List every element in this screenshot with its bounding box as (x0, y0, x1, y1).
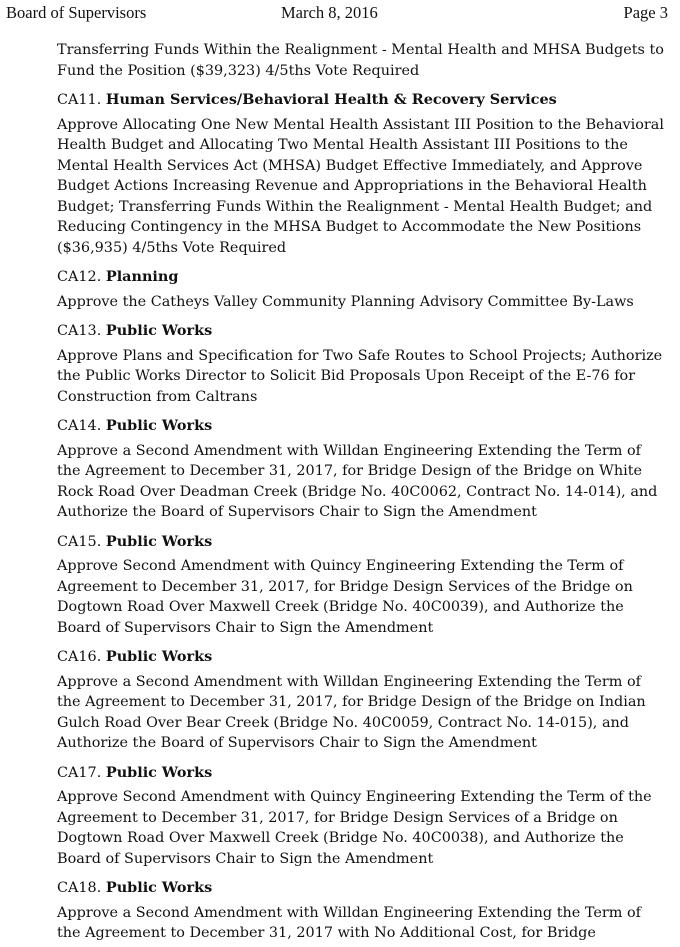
item-code: CA11. (57, 92, 102, 108)
item-heading (57, 532, 669, 553)
item-description: Approve a Second Amendment with Willdan Engineering Extending the Term of the Agreement to December 31, 2017, for Bridge Design of the Bridge on White Rock Road Over Deadman Creek (Bridge No. 40C0062, Contract No. 14-014), and Authorize the Board of Supervisors Chair to Sign the Amendment (57, 442, 658, 520)
item-department: Planning (105, 268, 179, 285)
item-heading (57, 763, 669, 784)
agenda-item-ca14 (57, 416, 669, 523)
header-date: March 8, 2016 (281, 3, 378, 22)
header-board-title: Board of Supervisors (6, 3, 147, 22)
item-description: Approve a Second Amendment with Willdan Engineering Extending the Term of the Agreement to December 31, 2017 with No Additional Cost, for Bridge (57, 904, 641, 941)
item-code: CA13. (57, 323, 102, 339)
item-heading (57, 321, 669, 342)
item-code: CA15. (57, 533, 102, 550)
agenda-item-ca12 (57, 267, 669, 312)
item-department: Public Works (105, 417, 213, 434)
item-description: Approve a Second Amendment with Willdan Engineering Extending the Term of the Agreement to December 31, 2017, for Bridge Design of the Bridge on Indian Gulch Road Over Bear Creek (Bridge No. 40C0059, Contract No. 14-015), and Authorize the Board of Supervisors Chair to Sign the Amendment (57, 673, 646, 751)
item-description: Approve Second Amendment with Quincy Engineering Extending the Term of Agreement to December 31, 2017, for Bridge Design Services of the Bridge on Dogtown Road Over Maxwell Creek (Bridge No. 40C0039), and Authorize the Board of Supervisors Chair to Sign the Amendment (57, 558, 633, 636)
page-header (6, 3, 668, 25)
header-page-number: Page 3 (623, 3, 668, 22)
agenda-item-ca13 (57, 321, 669, 407)
item-heading (57, 416, 669, 437)
item-department: Public Works (105, 763, 213, 781)
item-code: CA16. (57, 649, 102, 665)
agenda-item-ca17 (57, 763, 669, 870)
continuation-text: Transferring Funds Within the Realignment - Mental Health and MHSA Budgets to Fund the Position ($39,323) 4/5ths Vote Required (57, 42, 664, 79)
item-department: Public Works (105, 648, 213, 665)
item-heading (57, 90, 669, 111)
item-code: CA12. (57, 269, 102, 285)
item-department: Public Works (105, 879, 213, 896)
item-description: Approve Allocating One New Mental Health Assistant III Position to the Behavioral Health Budget and Allocating Two Mental Health Assistant III Positions to the Mental Health Services Act (MHSA) Budget Effective Immediately, and Approve Budget Actions Increasing Revenue and Appropriations in the Behavioral Health Budget; Transferring Funds Within the Realignment - Mental Health Budget; and Reducing Contingency in the MHSA Budget to Accommodate the New Positions ($36,935) 4/5ths Vote Required (57, 116, 664, 256)
item-department: Public Works (105, 322, 213, 339)
item-description: Approve Plans and Specification for Two Safe Routes to School Projects; Authorize the Public Works Director to Solicit Bid Proposals Upon Receipt of the E-76 for Construction from Caltrans (57, 347, 663, 405)
agenda-item-ca16 (57, 647, 669, 754)
item-code: CA18. (57, 880, 102, 896)
agenda-item-ca11 (57, 90, 669, 258)
item-heading (57, 267, 669, 288)
item-department: Public Works (105, 532, 213, 550)
item-department: Human Services/Behavioral Health & Recovery Services (105, 91, 557, 108)
item-description: Approve the Catheys Valley Community Planning Advisory Committee By-Laws (57, 293, 634, 310)
item-heading (57, 878, 669, 899)
agenda-content (57, 40, 669, 944)
item-code: CA17. (57, 764, 102, 781)
agenda-item-ca15 (57, 532, 669, 639)
agenda-item-ca18 (57, 878, 669, 944)
item-description: Approve Second Amendment with Quincy Engineering Extending the Term of the Agreement to December 31, 2017, for Bridge Design Services of a Bridge on Dogtown Road Over Maxwell Creek (Bridge No. 40C0038), and Authorize the Board of Supervisors Chair to Sign the Amendment (57, 789, 652, 867)
item-code: CA14. (57, 418, 102, 434)
item-heading (57, 647, 669, 668)
